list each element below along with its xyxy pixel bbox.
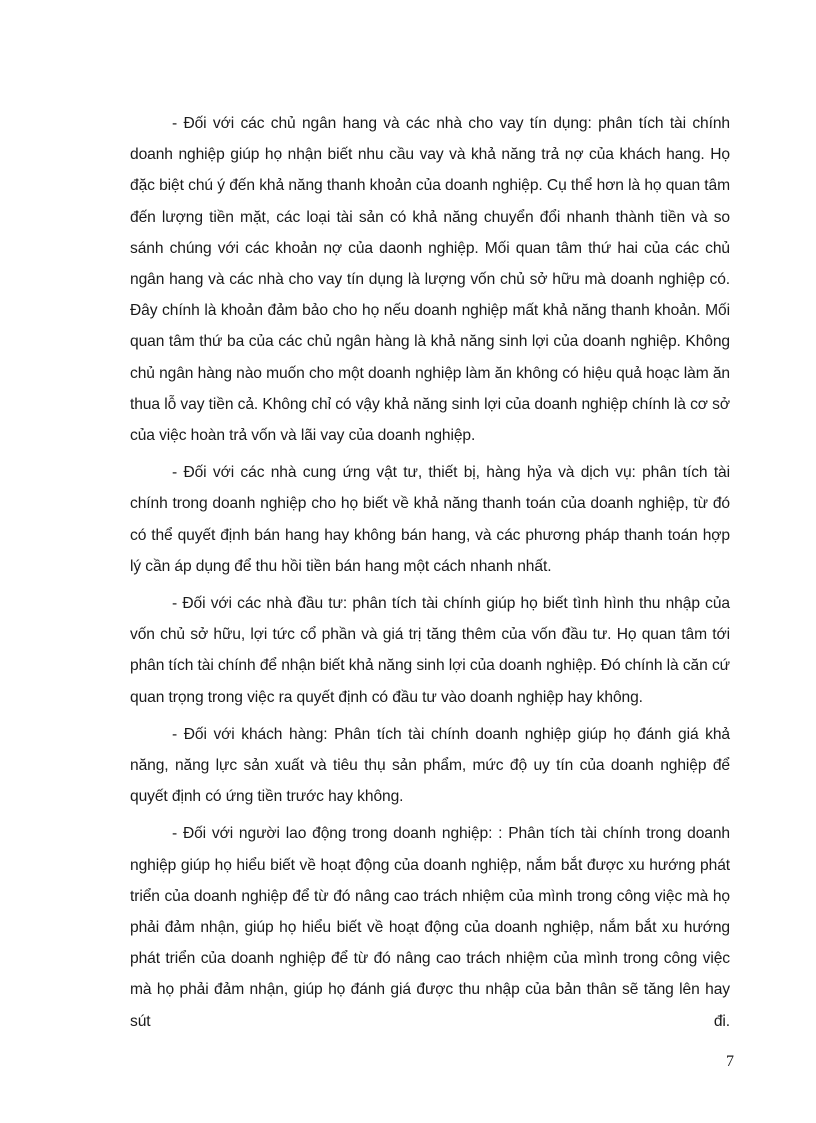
paragraph-lenders: - Đối với các chủ ngân hang và các nhà cho vay tín dụng: phân tích tài chính doanh nghiệp giúp họ nhận biết nhu cầu vay và khả năng trả nợ của khách hang. Họ đặc biệt chú ý đến khả năng thanh khoản của doanh nghiệp. Cụ thể hơn là họ quan tâm đến lượng tiền mặt, các loại tài sản có khả năng chuyển đổi nhanh thành tiền và so sánh chúng với các khoản nợ của daonh nghiệp. Mối quan tâm thứ hai của các chủ ngân hang và các nhà cho vay tín dụng là lượng vốn chủ sở hữu mà doanh nghiệp có. Đây chính là khoản đảm bảo cho họ nếu doanh nghiệp mất khả năng thanh khoản. Mối quan tâm thứ ba của các chủ ngân hàng là khả năng sinh lợi của doanh nghiệp. Không chủ ngân hàng nào muốn cho một doanh nghiệp làm ăn không có hiệu quả hoạc làm ăn thua lỗ vay tiền cả. Không chỉ có vậy khả năng sinh lợi của doanh nghiệp chính là cơ sở của việc hoàn trả vốn và lãi vay của doanh nghiệp. bbox=[130, 115, 730, 445]
paragraph-employees: - Đối với người lao động trong doanh nghiệp: : Phân tích tài chính trong doanh nghiệp giúp họ hiểu biết về hoạt động của doanh nghiệp, nắm bắt được xu hướng phát triển của doanh nghiệp để từ đó nâng cao trách nhiệm của mình trong công việc mà họ phải đảm nhận, giúp họ hiểu biết về hoạt động của doanh nghiệp, nắm bắt xu hướng phát triển của doanh nghiệp để từ đó nâng cao trách nhiệm của mình trong công việc mà họ phải đảm nhận, giúp họ đánh giá được thu nhập của bản thân sẽ tăng lên hay sút đi. bbox=[130, 825, 730, 1030]
paragraph-suppliers: - Đối với các nhà cung ứng vật tư, thiết bị, hàng hỷa và dịch vụ: phân tích tài chính trong doanh nghiệp cho họ biết về khả năng thanh toán của doanh nghiệp, từ đó có thể quyết định bán hang hay không bán hang, và các phương pháp thanh toán hợp lý cần áp dụng để thu hồi tiền bán hang một cách nhanh nhất. bbox=[130, 464, 730, 575]
paragraph-investors: - Đối với các nhà đầu tư: phân tích tài chính giúp họ biết tình hình thu nhập của vốn chủ sở hữu, lợi tức cổ phần và giá trị tăng thêm của vốn đầu tư. Họ quan tâm tới phân tích tài chính để nhận biết khả năng sinh lợi của doanh nghiệp. Đó chính là căn cứ quan trọng trong việc ra quyết định có đầu tư vào doanh nghiệp hay không. bbox=[130, 595, 730, 706]
page-number: 7 bbox=[726, 1053, 734, 1070]
paragraph-customers: - Đối với khách hàng: Phân tích tài chính doanh nghiệp giúp họ đánh giá khả năng, năng lực sản xuất và tiêu thụ sản phẩm, mức độ uy tín của doanh nghiệp để quyết định có ứng tiền trước hay không. bbox=[130, 725, 730, 806]
body-text bbox=[130, 108, 730, 1043]
